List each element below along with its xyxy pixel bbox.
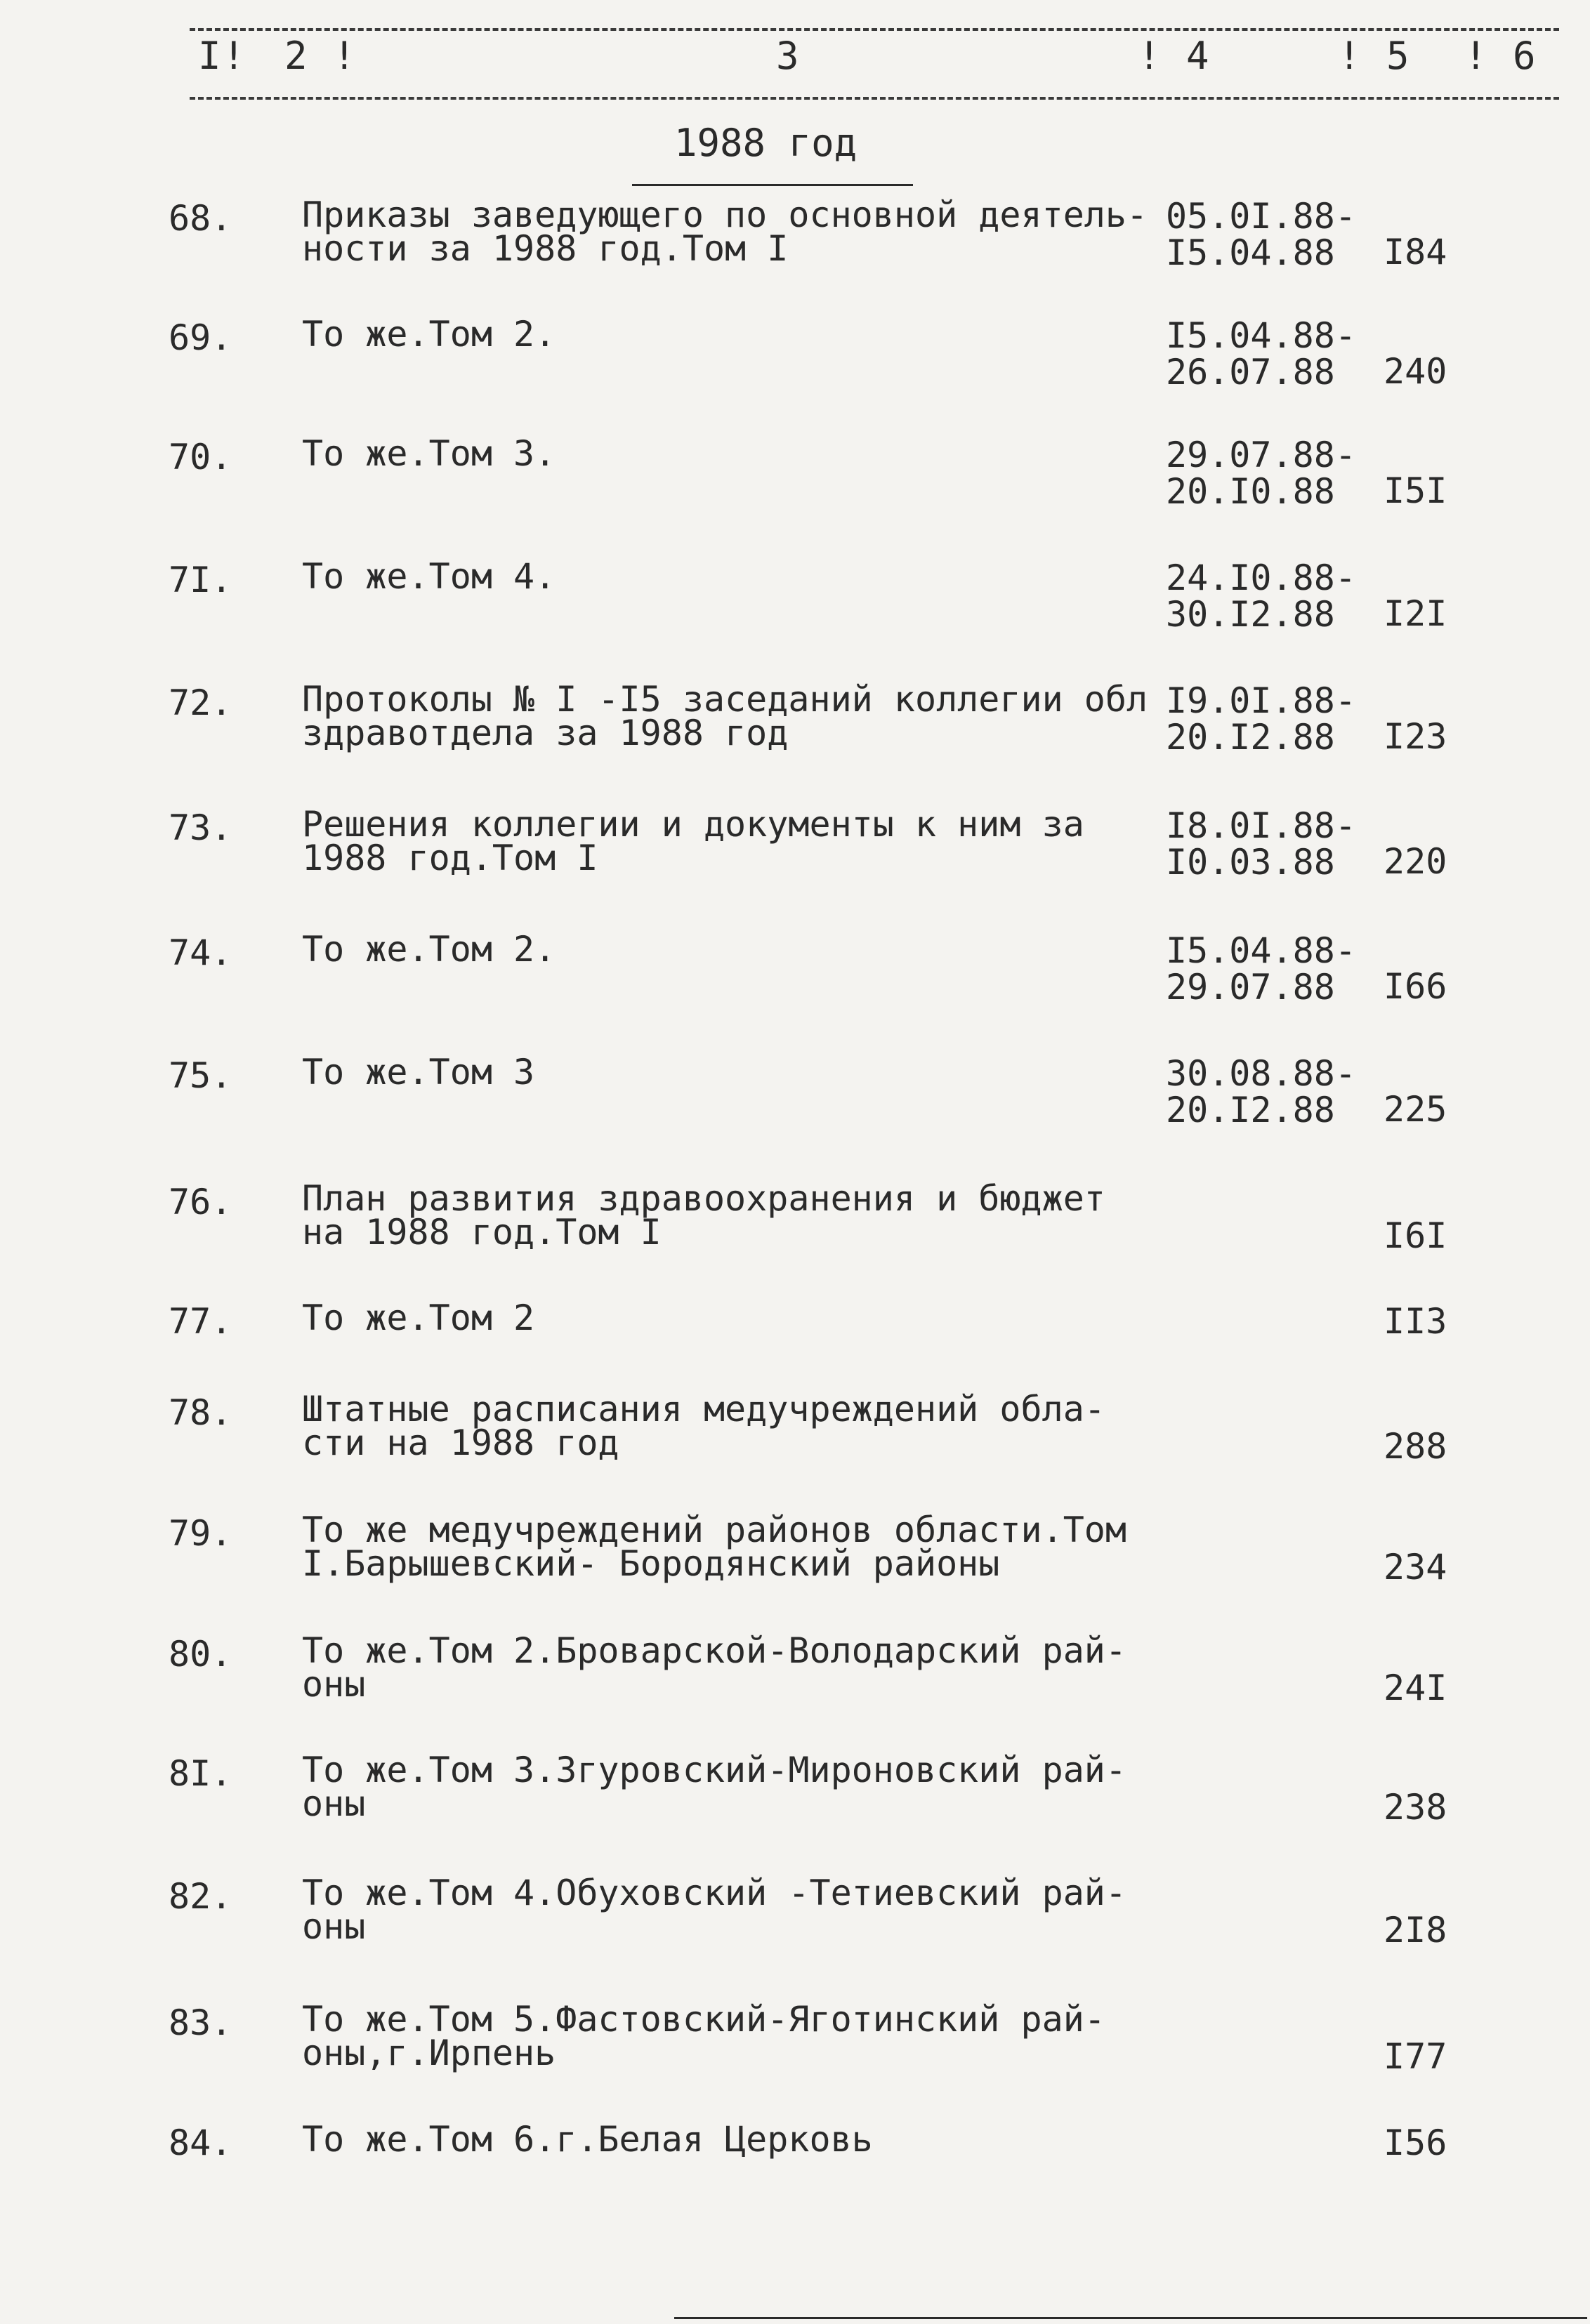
item-sheet-count: I84	[1384, 232, 1447, 272]
item-sheet-count: I6I	[1384, 1215, 1447, 1256]
header-col-1: I!	[198, 34, 247, 78]
item-number: 8I.	[169, 1753, 232, 1794]
header-col-5: ! 5	[1338, 34, 1411, 78]
item-dates: 05.0I.88- I5.04.88	[1166, 196, 1356, 273]
item-sheet-count: 238	[1384, 1787, 1447, 1828]
item-number: 70.	[169, 437, 232, 477]
item-title: То же.Том 4.	[302, 556, 556, 597]
item-number: 75.	[169, 1055, 232, 1096]
inventory-row	[0, 1630, 1590, 1746]
item-sheet-count: 220	[1384, 841, 1447, 882]
item-number: 68.	[169, 198, 232, 239]
item-title: То же.Том 2	[302, 1298, 535, 1338]
item-title: Протоколы № I -I5 заседаний коллегии обл здравотдела за 1988 год	[302, 679, 1148, 753]
inventory-row	[0, 433, 1590, 549]
item-sheet-count: 240	[1384, 351, 1447, 392]
item-sheet-count: 2I8	[1384, 1910, 1447, 1950]
item-dates: 29.07.88- 20.I0.88	[1166, 435, 1356, 512]
inventory-row	[0, 1389, 1590, 1505]
section-title-underline	[632, 184, 913, 186]
item-dates: 30.08.88- 20.I2.88	[1166, 1053, 1356, 1130]
item-sheet-count: I2I	[1384, 593, 1447, 634]
item-sheet-count: I23	[1384, 716, 1447, 757]
item-sheet-count: I66	[1384, 966, 1447, 1007]
header-col-6: ! 6	[1464, 34, 1537, 78]
inventory-row	[0, 679, 1590, 795]
inventory-row	[0, 1873, 1590, 1988]
header-col-3: 3	[776, 34, 801, 78]
item-sheet-count: I56	[1384, 2122, 1447, 2163]
item-sheet-count: II3	[1384, 1301, 1447, 1342]
item-dates: I9.0I.88- 20.I2.88	[1166, 680, 1356, 758]
item-title: Приказы заведующего по основной деятель- ности за 1988 год.Том I	[302, 194, 1148, 269]
item-title: То же.Том 3.	[302, 433, 556, 474]
item-sheet-count: I77	[1384, 2036, 1447, 2077]
item-title: То же.Том 2.	[302, 929, 556, 970]
item-number: 72.	[169, 682, 232, 723]
item-number: 83.	[169, 2002, 232, 2043]
item-number: 79.	[169, 1513, 232, 1554]
item-sheet-count: 24I	[1384, 1668, 1447, 1708]
inventory-row	[0, 929, 1590, 1045]
section-title: 1988 год	[674, 121, 858, 165]
item-sheet-count: 288	[1384, 1426, 1447, 1467]
item-number: 78.	[169, 1392, 232, 1433]
item-sheet-count: 225	[1384, 1089, 1447, 1130]
item-title: То же.Том 2.Броварской-Володарский рай- оны	[302, 1630, 1126, 1705]
header-col-4: ! 4	[1138, 34, 1211, 78]
item-dates: I5.04.88- 29.07.88	[1166, 930, 1356, 1008]
inventory-row	[0, 1178, 1590, 1294]
item-sheet-count: 234	[1384, 1547, 1447, 1587]
header-dash-top	[190, 28, 1559, 31]
inventory-row	[0, 804, 1590, 920]
item-title: То же.Том 6.г.Белая Церковь	[302, 2119, 873, 2160]
item-title: Штатные расписания медучреждений обла- сти на 1988 год	[302, 1389, 1105, 1463]
item-title: То же.Том 4.Обуховский -Тетиевский рай- оны	[302, 1873, 1126, 1947]
inventory-row	[0, 2119, 1590, 2235]
item-number: 69.	[169, 317, 232, 358]
inventory-row	[0, 1052, 1590, 1168]
item-title: То же.Том 3	[302, 1052, 535, 1092]
item-dates: I8.0I.88- I0.03.88	[1166, 805, 1356, 883]
inventory-row	[0, 1750, 1590, 1866]
inventory-row	[0, 1510, 1590, 1625]
item-number: 74.	[169, 932, 232, 973]
item-title: Решения коллегии и документы к ним за 1988 год.Том I	[302, 804, 1084, 878]
item-number: 73.	[169, 807, 232, 848]
item-sheet-count: I5I	[1384, 470, 1447, 511]
item-number: 7I.	[169, 560, 232, 600]
item-title: План развития здравоохранения и бюджет на 1988 год.Том I	[302, 1178, 1105, 1253]
inventory-row	[0, 314, 1590, 430]
item-title: То же.Том 3.Згуровский-Мироновский рай- оны	[302, 1750, 1126, 1824]
header-col-2: 2 !	[284, 34, 357, 78]
item-number: 76.	[169, 1182, 232, 1222]
item-number: 84.	[169, 2122, 232, 2163]
bottom-rule	[674, 2317, 1587, 2319]
item-number: 77.	[169, 1301, 232, 1342]
item-number: 80.	[169, 1634, 232, 1675]
inventory-row	[0, 556, 1590, 672]
item-number: 82.	[169, 1876, 232, 1917]
header-dash-bottom	[190, 97, 1559, 100]
item-dates: 24.I0.88- 30.I2.88	[1166, 557, 1356, 635]
item-title: То же медучреждений районов области.Том I.Барышевский- Бородянский районы	[302, 1510, 1126, 1584]
item-title: То же.Том 2.	[302, 314, 556, 355]
inventory-row	[0, 194, 1590, 310]
item-title: То же.Том 5.Фастовский-Яготинский рай- оны,г.Ирпень	[302, 1999, 1105, 2073]
item-dates: I5.04.88- 26.07.88	[1166, 315, 1356, 392]
inventory-row	[0, 1999, 1590, 2115]
